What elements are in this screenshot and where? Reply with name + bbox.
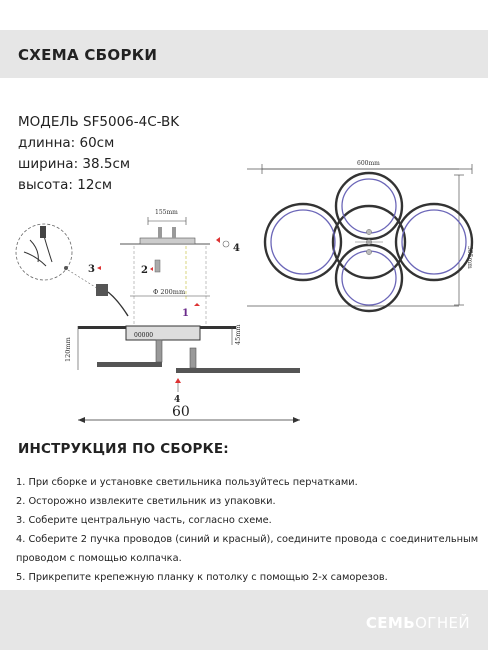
footer-bar <box>0 590 488 650</box>
dim-60-label: 60 <box>172 404 190 420</box>
brand-light: ОГНЕЙ <box>415 614 470 632</box>
dim-155-label: 155mm <box>155 209 178 216</box>
dim-200-label: Φ 200mm <box>153 288 186 296</box>
step-5: 5. Прикрепите крепежную планку к потолку с помощью 2-х саморезов. <box>16 572 388 583</box>
width-line: ширина: 38.5см <box>18 156 131 172</box>
instructions-list <box>16 473 481 606</box>
step-3: 3. Соберите центральную часть, согласно схеме. <box>16 515 272 526</box>
instructions-title: ИНСТРУКЦИЯ ПО СБОРКЕ: <box>18 441 229 457</box>
canopy-drawing <box>88 209 240 328</box>
side-view-drawing <box>64 324 300 423</box>
callout-3: 3 <box>88 264 95 275</box>
dim-600-label: 600mm <box>357 160 380 167</box>
callout-2: 2 <box>141 265 148 276</box>
callout-4-bottom: 4 <box>174 395 181 405</box>
callout-4-top: 4 <box>233 243 240 254</box>
dim-45-label: 45mm <box>234 324 242 345</box>
connector-label: 00000 <box>134 332 154 339</box>
step-2: 2. Осторожно извлеките светильник из упаковки. <box>16 496 276 507</box>
dim-120-label: 120mm <box>64 337 72 362</box>
brand-logo <box>366 614 470 632</box>
brand-bold: СЕМЬ <box>365 614 416 632</box>
height-line: высота: 12см <box>18 177 113 193</box>
step-4: 4. Соберите 2 пучка проводов (синий и красный), соедините провода с соединительным <box>16 534 479 545</box>
step-1: 1. При сборке и установке светильника пользуйтесь перчатками. <box>16 477 358 488</box>
top-view-drawing <box>247 160 473 311</box>
dim-385-label: 385mm <box>466 246 473 269</box>
page-title: СХЕМА СБОРКИ <box>18 46 158 64</box>
step-4-continuation: проводом с помощью колпачка. <box>16 553 182 564</box>
model-line: МОДЕЛЬ SF5006-4C-BK <box>18 114 180 130</box>
wire-detail <box>16 224 128 316</box>
callout-1: 1 <box>182 308 189 319</box>
length-line: длинна: 60см <box>18 135 115 151</box>
